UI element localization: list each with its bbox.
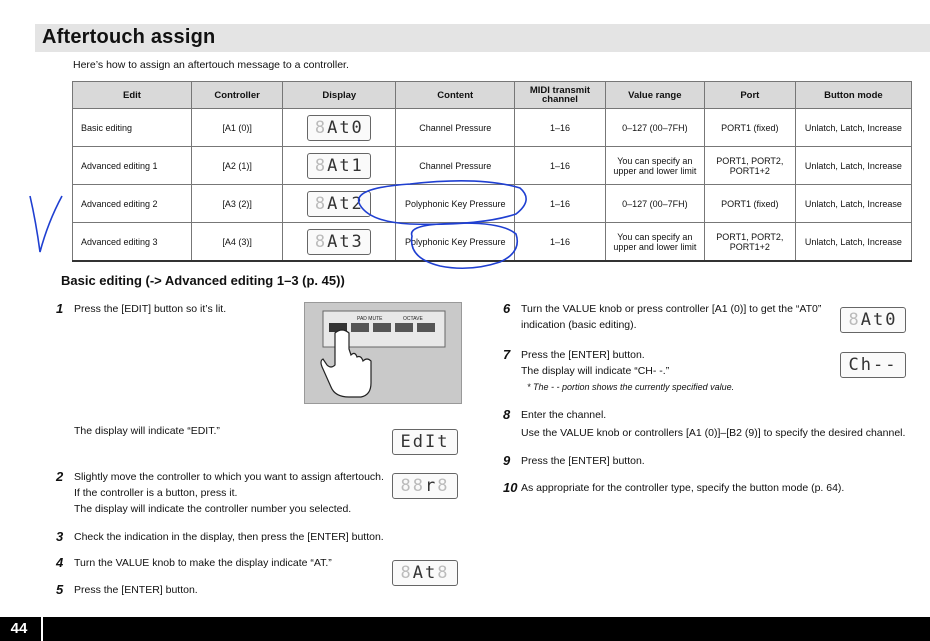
cell-content: Polyphonic Key Pressure xyxy=(396,185,515,223)
col-display: Display xyxy=(283,82,396,109)
cell-edit: Advanced editing 3 xyxy=(73,223,192,262)
step-7: 7 Press the [ENTER] button. The display will indicate “CH- -.” * The - - portion shows the currently specified value. xyxy=(503,347,735,392)
cell-channel: 1–16 xyxy=(515,223,606,262)
col-port: Port xyxy=(704,82,795,109)
step-6: 6 Turn the VALUE knob or press controller [A1 (0)] to get the “AT0” indication (basic editing). xyxy=(503,301,822,331)
cell-mode: Unlatch, Latch, Increase xyxy=(795,109,911,147)
table-row xyxy=(73,109,912,147)
lcd-channel: Ch-- xyxy=(840,352,906,378)
cell-range: 0–127 (00–7FH) xyxy=(605,185,704,223)
col-midi-channel: MIDI transmit channel xyxy=(515,82,606,109)
lcd-at0: 8 At0 xyxy=(840,307,906,333)
octave-label: OCTAVE xyxy=(403,316,423,322)
lcd-controller: 88 r 8 xyxy=(392,473,458,499)
cell-controller: [A2 (1)] xyxy=(191,147,282,185)
page-number-divider xyxy=(41,617,43,641)
page-title: Aftertouch assign xyxy=(42,26,216,48)
cell-controller: [A1 (0)] xyxy=(191,109,282,147)
cell-display xyxy=(283,223,396,262)
title-bar xyxy=(35,24,930,52)
page-footer xyxy=(0,617,930,641)
table-row xyxy=(73,185,912,223)
cell-display xyxy=(283,147,396,185)
cell-range: You can specify an upper and lower limit xyxy=(605,147,704,185)
hand-pressing-button-icon xyxy=(305,303,461,403)
lcd-display: 8 At0 xyxy=(307,115,371,141)
step-5: 5 Press the [ENTER] button. xyxy=(56,582,198,597)
table-row xyxy=(73,147,912,185)
cell-content: Channel Pressure xyxy=(396,109,515,147)
pad-mute-label: PAD MUTE xyxy=(357,316,383,322)
cell-range: You can specify an upper and lower limit xyxy=(605,223,704,262)
cell-content: Channel Pressure xyxy=(396,147,515,185)
cell-range: 0–127 (00–7FH) xyxy=(605,109,704,147)
cell-port: PORT1, PORT2, PORT1+2 xyxy=(704,147,795,185)
lcd-edit: EdIt xyxy=(392,429,458,455)
check-mark-icon xyxy=(30,196,62,252)
cell-edit: Advanced editing 1 xyxy=(73,147,192,185)
step-8: 8 Enter the channel. Use the VALUE knob or controllers [A1 (0)]–[B2 (9)] to specify the desired channel. xyxy=(503,407,906,439)
col-button-mode: Button mode xyxy=(795,82,911,109)
cell-port: PORT1 (fixed) xyxy=(704,109,795,147)
page-number: 44 xyxy=(0,617,38,641)
cell-display xyxy=(283,109,396,147)
col-value-range: Value range xyxy=(605,82,704,109)
cell-mode: Unlatch, Latch, Increase xyxy=(795,147,911,185)
col-controller: Controller xyxy=(191,82,282,109)
aftertouch-table xyxy=(72,81,912,262)
cell-channel: 1–16 xyxy=(515,185,606,223)
cell-edit: Advanced editing 2 xyxy=(73,185,192,223)
cell-display xyxy=(283,185,396,223)
cell-mode: Unlatch, Latch, Increase xyxy=(795,185,911,223)
cell-edit: Basic editing xyxy=(73,109,192,147)
step-2: 2 Slightly move the controller to which you want to assign aftertouch. If the controller is a button, press it. The display will indicate the controller number you selected. xyxy=(56,469,384,515)
cell-port: PORT1, PORT2, PORT1+2 xyxy=(704,223,795,262)
step-1: 1 Press the [EDIT] button so it’s lit. xyxy=(56,301,227,316)
section-heading: Basic editing (-> Advanced editing 1–3 (p. 45)) xyxy=(61,273,345,288)
step-10: 10 As appropriate for the controller type, specify the button mode (p. 64). xyxy=(503,480,845,495)
cell-port: PORT1 (fixed) xyxy=(704,185,795,223)
lcd-display: 8 At1 xyxy=(307,153,371,179)
cell-mode: Unlatch, Latch, Increase xyxy=(795,223,911,262)
controller-illustration xyxy=(304,302,462,404)
lcd-display: 8 At3 xyxy=(307,229,371,255)
lcd-at: 8 At 8 xyxy=(392,560,458,586)
step-9: 9 Press the [ENTER] button. xyxy=(503,453,645,468)
cell-controller: [A3 (2)] xyxy=(191,185,282,223)
lcd-display: 8 At2 xyxy=(307,191,371,217)
col-content: Content xyxy=(396,82,515,109)
cell-channel: 1–16 xyxy=(515,109,606,147)
table-header-row xyxy=(73,82,912,109)
col-edit: Edit xyxy=(73,82,192,109)
cell-channel: 1–16 xyxy=(515,147,606,185)
step-4: 4 Turn the VALUE knob to make the display indicate “AT.” xyxy=(56,555,332,570)
step-3: 3 Check the indication in the display, then press the [ENTER] button. xyxy=(56,529,384,544)
step-edit-display-note: The display will indicate “EDIT.” xyxy=(74,425,220,437)
cell-content: Polyphonic Key Pressure xyxy=(396,223,515,262)
cell-controller: [A4 (3)] xyxy=(191,223,282,262)
intro-text: Here’s how to assign an aftertouch message to a controller. xyxy=(73,59,349,71)
table-row xyxy=(73,223,912,262)
